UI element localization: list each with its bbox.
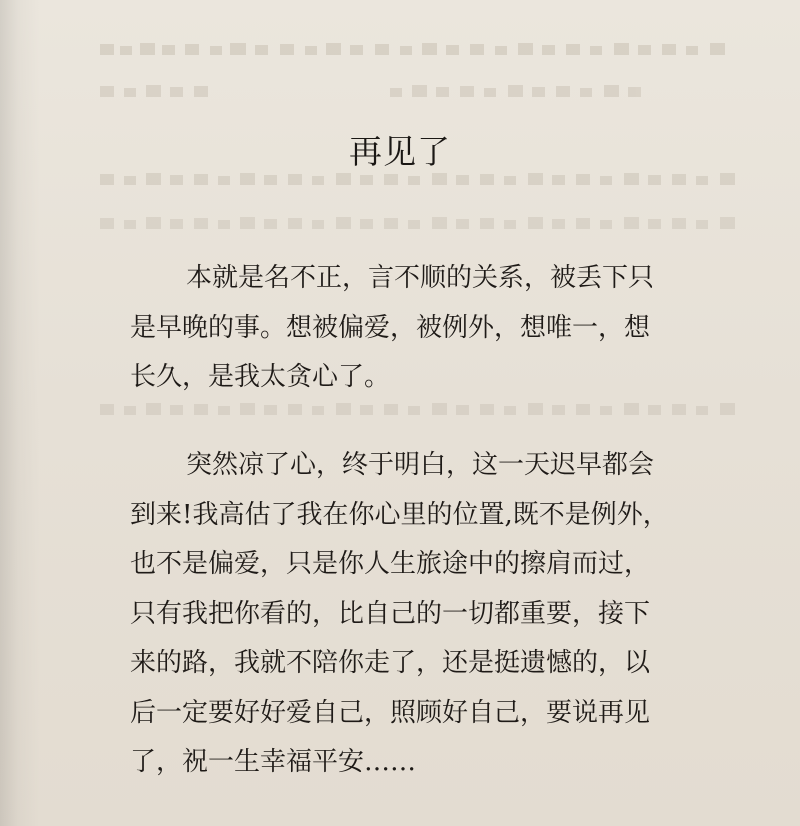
- paragraph-1: 本就是名不正，言不顺的关系，被丢下只是早晚的事。想被偏爱，被例外，想唯一，想长久，是我太贪心了。: [130, 263, 655, 392]
- bleed-line: [90, 80, 790, 102]
- bleed-line: [90, 212, 790, 234]
- chapter-title: 再见了: [349, 132, 451, 172]
- paragraph-2: 突然凉了心，终于明白，这一天迟早都会到来!我高估了我在你心里的位置,既不是例外，也不是偏爱，只是你人生旅途中的擦肩而过，只有我把你看的，比自己的一切都重要，接下来的路，我就不陪你走了，还是挺遗憾的，以后一定要好好爱自己，照顾好自己，要说再见了，祝一生幸福平安……: [130, 450, 669, 777]
- bleed-line: [90, 38, 790, 60]
